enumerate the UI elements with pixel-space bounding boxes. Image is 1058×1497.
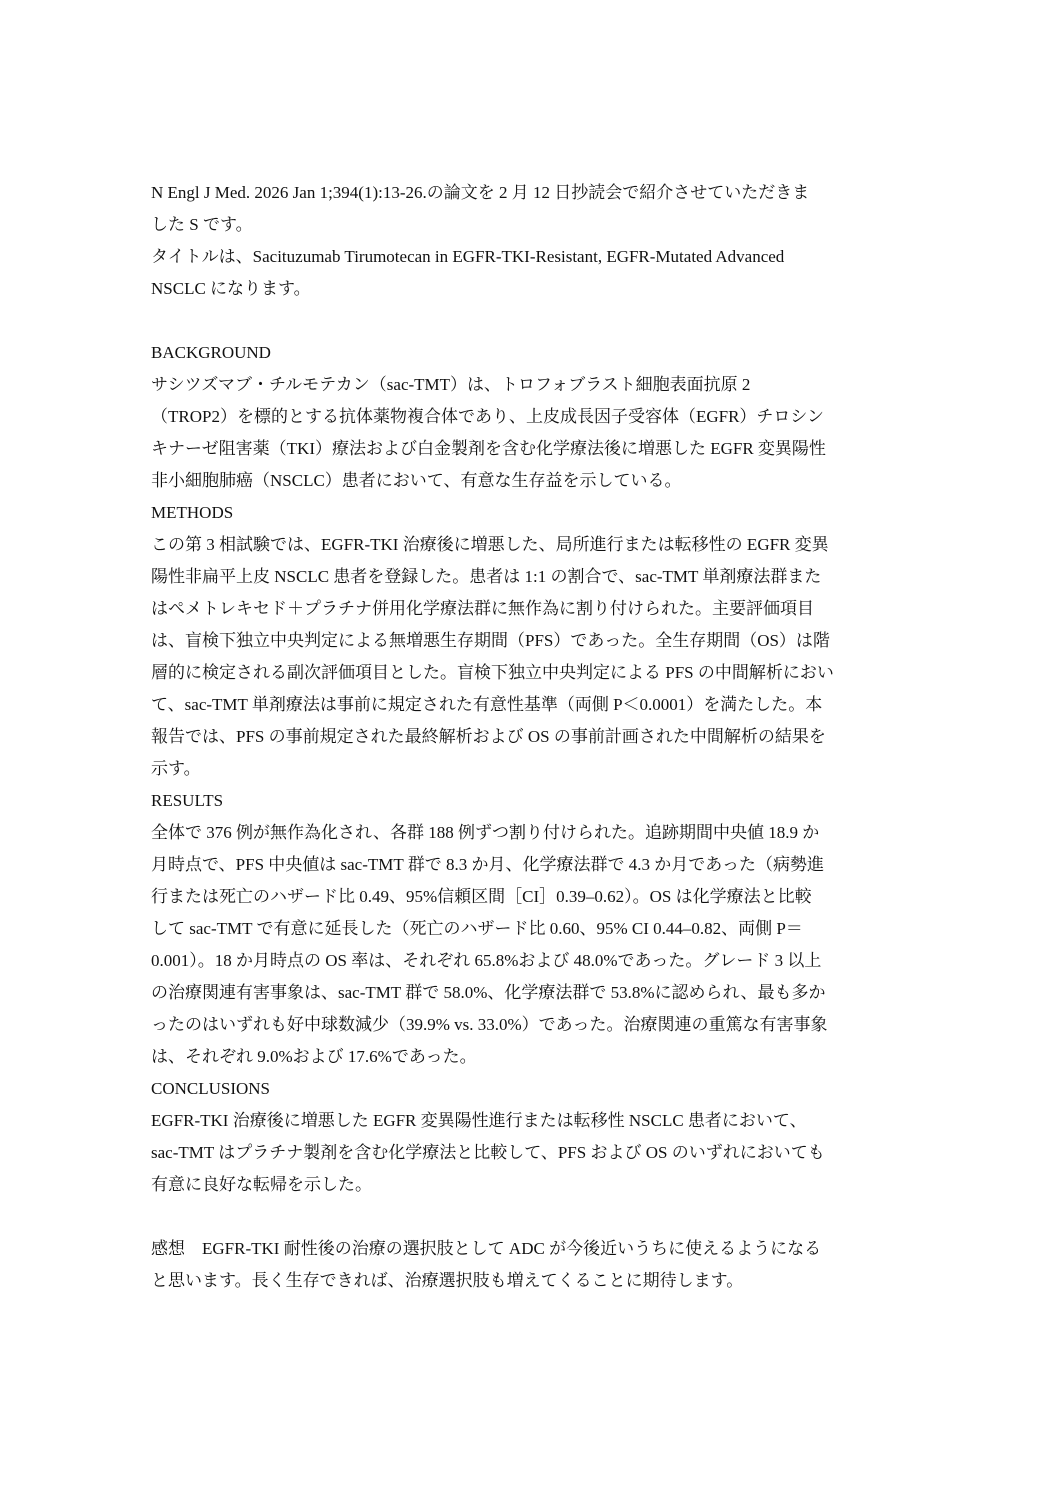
text-line: 示す。 [151,759,201,778]
blank-line [151,1201,911,1233]
body-paragraph [151,529,911,785]
text-line: して sac-TMT で有意に延長した（死亡のハザード比 0.60、95% CI 0.44–0.82、両側 P＝ [151,919,803,938]
section-heading [151,337,911,369]
text-line: タイトルは、Sacituzumab Tirumotecan in EGFR-TKI-Resistant, EGFR-Mutated Advanced [151,247,785,266]
text-line: 陽性非扁平上皮 NSCLC 患者を登録した。患者は 1:1 の割合で、sac-TMT 単剤療法群また [151,567,822,586]
text-line: 月時点で、PFS 中央値は sac-TMT 群で 8.3 か月、化学療法群で 4.3 か月であった（病勢進 [151,855,825,874]
text-line: この第 3 相試験では、EGFR-TKI 治療後に増悪した、局所進行または転移性の EGFR 変異 [151,535,829,554]
text-line: （TROP2）を標的とする抗体薬物複合体であり、上皮成長因子受容体（EGFR）チロシン [151,407,824,426]
text-line: ったのはいずれも好中球数減少（39.9% vs. 33.0%）であった。治療関連の重篤な有害事象 [151,1015,828,1034]
text-line: 層的に検定される副次評価項目とした。盲検下独立中央判定による PFS の中間解析におい [151,663,834,682]
text-line: METHODS [151,503,234,522]
text-line: RESULTS [151,791,224,810]
text-line: 有意に良好な転帰を示した。 [151,1175,372,1194]
text-line: の治療関連有害事象は、sac-TMT 群で 58.0%、化学療法群で 53.8%に認められ、最も多か [151,983,826,1002]
text-line: EGFR-TKI 治療後に増悪した EGFR 変異陽性進行または転移性 NSCLC 患者において、 [151,1111,807,1130]
text-line: は、それぞれ 9.0%および 17.6%であった。 [151,1047,477,1066]
text-line: sac-TMT はプラチナ製剤を含む化学療法と比較して、PFS および OS のいずれにおいても [151,1143,825,1162]
intro-paragraph [151,177,911,305]
text-line: 非小細胞肺癌（NSCLC）患者において、有意な生存益を示している。 [151,471,682,490]
text-line: て、sac-TMT 単剤療法は事前に規定された有意性基準（両側 P＜0.0001）を満たした。本 [151,695,823,714]
document-body [151,177,911,1297]
text-line: はペメトレキセド＋プラチナ併用化学療法群に無作為に割り付けられた。主要評価項目 [151,599,814,618]
body-paragraph [151,369,911,497]
section-heading [151,785,911,817]
body-paragraph [151,817,911,1073]
text-line [151,305,911,337]
section-heading [151,497,911,529]
text-line: 全体で 376 例が無作為化され、各群 188 例ずつ割り付けられた。追跡期間中央値 18.9 か [151,823,820,842]
text-line: NSCLC になります。 [151,279,311,298]
section-heading [151,1073,911,1105]
body-paragraph [151,1105,911,1201]
text-line: と思います。長く生存できれば、治療選択肢も増えてくることに期待します。 [151,1271,744,1290]
comment-paragraph [151,1233,911,1297]
text-line: は、盲検下独立中央判定による無増悪生存期間（PFS）であった。全生存期間（OS）は階 [151,631,830,650]
text-line: 行または死亡のハザード比 0.49、95%信頼区間［CI］0.39–0.62）。OS は化学療法と比較 [151,887,812,906]
text-line: キナーゼ阻害薬（TKI）療法および白金製剤を含む化学療法後に増悪した EGFR 変異陽性 [151,439,826,458]
text-line [151,1201,911,1233]
text-line: CONCLUSIONS [151,1079,271,1098]
text-line: した S です。 [151,215,253,234]
text-line: サシツズマブ・チルモテカン（sac-TMT）は、トロフォブラスト細胞表面抗原 2 [151,375,751,394]
text-line: BACKGROUND [151,343,271,362]
blank-line [151,305,911,337]
text-line: 報告では、PFS の事前規定された最終解析および OS の事前計画された中間解析の結果を [151,727,826,746]
text-line: 感想 EGFR-TKI 耐性後の治療の選択肢として ADC が今後近いうちに使えるようになる [151,1239,822,1258]
text-line: N Engl J Med. 2026 Jan 1;394(1):13-26.の論文を 2 月 12 日抄読会で紹介させていただきま [151,183,810,202]
text-line: 0.001）。18 か月時点の OS 率は、それぞれ 65.8%および 48.0%であった。グレード 3 以上 [151,951,822,970]
